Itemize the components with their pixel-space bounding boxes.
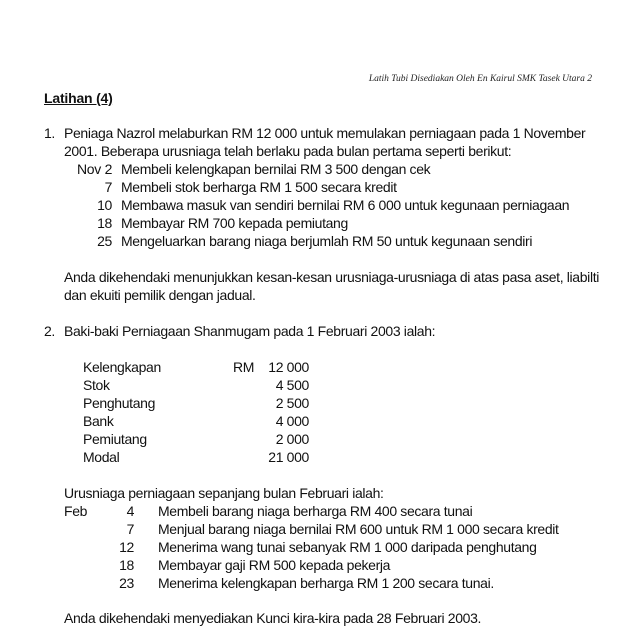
q1-number: 1.	[44, 125, 55, 141]
exercise-title: Latihan (4)	[44, 90, 113, 106]
q1-day: 10	[97, 197, 112, 213]
q1-month: Nov	[77, 161, 101, 177]
q1-transaction: Mengeluarkan barang niaga berjumlah RM 50 untuk kegunaan sendiri	[121, 233, 533, 249]
balance-label: Penghutang	[83, 395, 156, 411]
balance-label: Stok	[83, 377, 110, 393]
q2-instruction: Anda dikehendaki menyediakan Kunci kira-kira pada 28 Februari 2003.	[64, 610, 482, 626]
q2-urusniaga-intro: Urusniaga perniagaan sepanjang bulan Februari ialah:	[64, 485, 384, 501]
q2-transaction: Menerima wang tunai sebanyak RM 1 000 daripada penghutang	[158, 539, 537, 555]
balance-label: Modal	[83, 449, 120, 465]
balance-amount: 12 000	[268, 359, 309, 375]
q2-day: 18	[119, 557, 134, 573]
q2-intro: Baki-baki Perniagaan Shanmugam pada 1 Februari 2003 ialah:	[64, 323, 436, 339]
q1-transaction: Membeli kelengkapan bernilai RM 3 500 dengan cek	[121, 161, 431, 177]
q2-transaction: Membeli barang niaga berharga RM 400 secara tunai	[158, 503, 473, 519]
q1-transaction: Membayar RM 700 kepada pemiutang	[121, 215, 348, 231]
q1-day: 7	[104, 179, 112, 195]
q2-day: 7	[126, 521, 134, 537]
page-header: Latih Tubi Disediakan Oleh En Kairul SMK Tasek Utara 2	[368, 74, 592, 84]
q1-instruction: Anda dikehendaki menunjukkan kesan-kesan urusniaga-urusniaga di atas pasa aset, liabilti	[64, 269, 600, 285]
balance-label: Pemiutang	[83, 431, 147, 447]
q2-transaction: Menerima kelengkapan berharga RM 1 200 secara tunai.	[158, 575, 494, 591]
q1-line2: 2001. Beberapa urusniaga telah berlaku pada bulan pertama seperti berikut:	[64, 143, 512, 159]
q2-transaction: Menjual barang niaga bernilai RM 600 untuk RM 1 000 secara kredit	[158, 521, 559, 537]
q2-month: Feb	[64, 503, 88, 519]
balance-amount: 2 500	[275, 395, 309, 411]
q2-day: 12	[119, 539, 134, 555]
q1-line1: Peniaga Nazrol melaburkan RM 12 000 untuk memulakan perniagaan pada 1 November	[64, 125, 586, 141]
balance-label: Bank	[83, 413, 114, 429]
currency-label: RM	[233, 359, 255, 375]
balance-amount: 21 000	[268, 449, 309, 465]
q1-transaction: Membeli stok berharga RM 1 500 secara kredit	[121, 179, 397, 195]
balance-label: Kelengkapan	[83, 359, 161, 375]
balance-amount: 4 500	[275, 377, 309, 393]
q2-transaction: Membayar gaji RM 500 kepada pekerja	[158, 557, 391, 573]
q1-instruction: dan ekuiti pemilik dengan jadual.	[64, 287, 256, 303]
q1-transaction: Membawa masuk van sendiri bernilai RM 6 000 untuk kegunaan perniagaan	[121, 197, 570, 213]
q2-day: 4	[126, 503, 134, 519]
q1-day: 18	[97, 215, 112, 231]
q1-day: 2	[104, 161, 112, 177]
q2-number: 2.	[44, 323, 55, 339]
q1-day: 25	[97, 233, 112, 249]
balance-amount: 4 000	[275, 413, 309, 429]
balance-amount: 2 000	[275, 431, 309, 447]
q2-day: 23	[119, 575, 134, 591]
